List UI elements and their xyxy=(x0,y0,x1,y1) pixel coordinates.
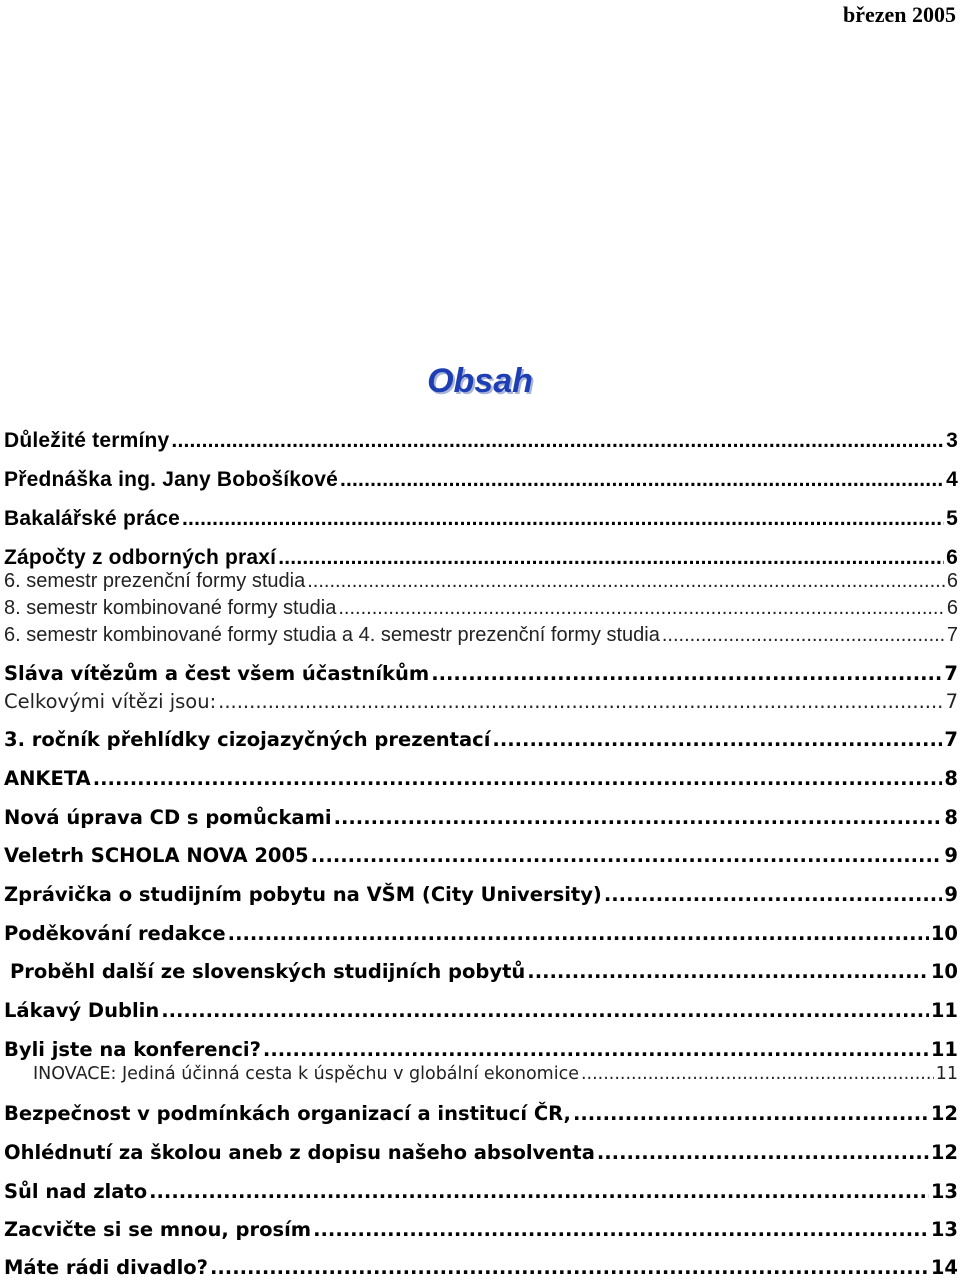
toc-entry-title: 8. semestr kombinované formy studia xyxy=(4,597,337,619)
toc-entry[interactable] xyxy=(4,922,958,945)
toc-leader xyxy=(338,597,945,620)
toc-entry-page: 10 xyxy=(930,922,958,945)
toc-entry-title: Zápočty z odborných praxí xyxy=(4,546,277,569)
toc-entry-title: Máte rádi divadlo? xyxy=(4,1256,208,1279)
toc-leader xyxy=(340,468,944,492)
toc-leader xyxy=(573,1102,929,1125)
toc-entry-page: 7 xyxy=(945,690,958,713)
toc-entry-page: 7 xyxy=(944,662,958,685)
toc-entry[interactable] xyxy=(4,1038,958,1061)
toc-entry-title: Sůl nad zlato xyxy=(4,1180,148,1203)
toc-entry[interactable] xyxy=(4,468,958,492)
toc-leader xyxy=(581,1064,934,1084)
toc-leader xyxy=(149,1180,929,1203)
toc-leader xyxy=(334,806,943,829)
toc-subentry[interactable] xyxy=(4,624,958,647)
toc-entry[interactable] xyxy=(4,767,958,790)
toc-leader xyxy=(182,507,944,531)
toc-entry-title: Veletrh SCHOLA NOVA 2005 xyxy=(4,844,309,867)
toc-entry[interactable] xyxy=(4,429,958,453)
toc-entry-title: Přednáška ing. Jany Bobošíkové xyxy=(4,468,338,491)
toc-leader xyxy=(263,1038,929,1061)
toc-entry-title: Ohlédnutí za školou aneb z dopisu našeho absolventa xyxy=(4,1141,595,1164)
toc-entry-title: 6. semestr kombinované formy studia a 4. semestr prezenční formy studia xyxy=(4,624,660,646)
toc-entry-title: Byli jste na konferenci? xyxy=(4,1038,261,1061)
toc-entry[interactable] xyxy=(4,1102,958,1125)
toc-entry-title: Lákavý Dublin xyxy=(4,999,160,1022)
toc-leader xyxy=(278,546,944,570)
toc-leader xyxy=(597,1141,929,1164)
toc-entry[interactable] xyxy=(10,960,958,983)
toc-entry-page: 11 xyxy=(930,1038,958,1061)
toc-leader xyxy=(228,922,929,945)
toc-entry-page: 13 xyxy=(930,1180,958,1203)
toc-entry-title: Bezpečnost v podmínkách organizací a institucí ČR, xyxy=(4,1102,571,1125)
toc-leader xyxy=(527,960,929,983)
toc-entry-title: Poděkování redakce xyxy=(4,922,226,945)
toc-entry-page: 3 xyxy=(946,429,958,452)
toc-entry[interactable] xyxy=(4,999,958,1022)
toc-entry-page: 8 xyxy=(944,806,958,829)
toc-entry-page: 7 xyxy=(944,728,958,751)
toc-entry-page: 11 xyxy=(930,999,958,1022)
toc-entry[interactable] xyxy=(4,1180,958,1203)
toc-entry-title: Celkovými vítězi jsou: xyxy=(4,690,217,713)
toc-entry-page: 4 xyxy=(946,468,958,491)
toc-leader xyxy=(307,570,945,593)
toc-entry-title: Důležité termíny xyxy=(4,429,170,452)
toc-entry-page: 8 xyxy=(944,767,958,790)
toc-entry-title: Zprávička o studijním pobytu na VŠM (City University) xyxy=(4,883,602,906)
toc-entry-title: Nová úprava CD s pomůckami xyxy=(4,806,332,829)
toc-leader xyxy=(210,1256,929,1279)
toc-entry[interactable] xyxy=(4,1256,958,1279)
toc-entry-page: 14 xyxy=(930,1256,958,1279)
toc-leader xyxy=(313,1218,929,1241)
toc-entry-title: Proběhl další ze slovenských studijních pobytů xyxy=(10,960,526,983)
toc-leader xyxy=(311,844,943,867)
toc-subentry[interactable] xyxy=(4,597,958,620)
page-title: Obsah xyxy=(427,362,533,400)
toc-entry[interactable] xyxy=(4,507,958,531)
toc-leader xyxy=(218,690,943,713)
toc-entry-page: 9 xyxy=(944,844,958,867)
toc-entry-title: INOVACE: Jediná účinná cesta k úspěchu v globální ekonomice xyxy=(33,1064,579,1084)
toc-entry-page: 12 xyxy=(930,1141,958,1164)
header-date: březen 2005 xyxy=(842,2,956,27)
toc-entry[interactable] xyxy=(4,662,958,685)
toc-entry[interactable] xyxy=(4,546,958,570)
toc-entry-page: 12 xyxy=(930,1102,958,1125)
toc-leader xyxy=(662,624,945,647)
toc-entry-page: 11 xyxy=(935,1064,958,1084)
toc-entry-page: 9 xyxy=(944,883,958,906)
toc-leader xyxy=(604,883,943,906)
toc-entry-title: 3. ročník přehlídky cizojazyčných prezentací xyxy=(4,728,491,751)
toc-entry-page: 6 xyxy=(946,570,958,592)
toc-entry[interactable] xyxy=(4,806,958,829)
toc-entry-title: ANKETA xyxy=(4,767,91,790)
toc-subentry[interactable] xyxy=(33,1064,958,1084)
toc-leader xyxy=(492,728,942,751)
toc-entry-page: 10 xyxy=(930,960,958,983)
toc-entry[interactable] xyxy=(4,883,958,906)
toc-entry-page: 5 xyxy=(946,507,958,530)
toc-subentry[interactable] xyxy=(4,570,958,593)
toc-leader xyxy=(93,767,943,790)
toc-entry-page: 6 xyxy=(946,597,958,619)
toc-entry-page: 13 xyxy=(930,1218,958,1241)
toc-leader xyxy=(431,662,942,685)
toc-entry-page: 7 xyxy=(946,624,958,646)
toc-subentry[interactable] xyxy=(4,690,958,713)
toc-entry-title: Zacvičte si se mnou, prosím xyxy=(4,1218,312,1241)
toc-entry-title: 6. semestr prezenční formy studia xyxy=(4,570,306,592)
toc-entry[interactable] xyxy=(4,844,958,867)
toc-entry[interactable] xyxy=(4,1141,958,1164)
toc-entry[interactable] xyxy=(4,1218,958,1241)
toc-leader xyxy=(171,429,944,453)
toc-entry-title: Sláva vítězům a čest všem účastníkům xyxy=(4,662,430,685)
toc-leader xyxy=(161,999,929,1022)
toc-entry-title: Bakalářské práce xyxy=(4,507,180,530)
toc-entry[interactable] xyxy=(4,728,958,751)
toc-entry-page: 6 xyxy=(946,546,958,569)
